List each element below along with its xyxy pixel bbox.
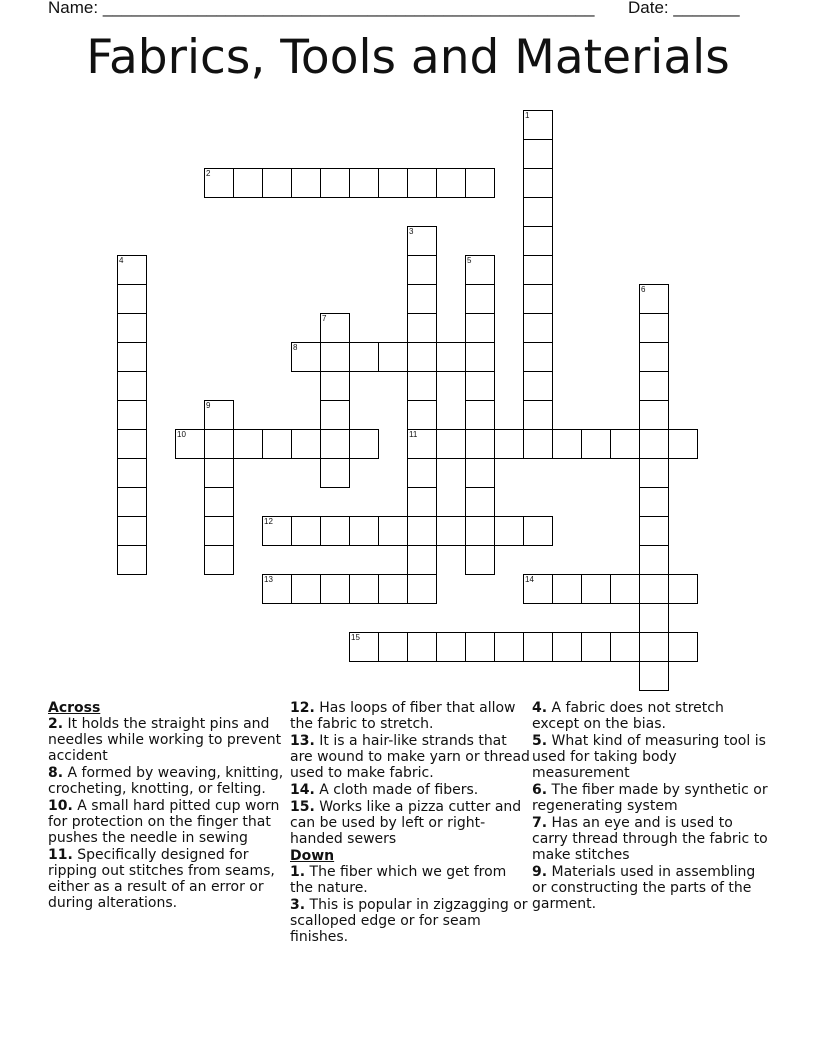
clue-number: 10 <box>177 430 186 439</box>
across-heading: Across <box>48 700 101 716</box>
clue-down-5: 5. What kind of measuring tool is used for taking body measurement <box>532 733 766 781</box>
clues-column-3 <box>532 700 772 913</box>
grid-cell[interactable] <box>407 458 437 488</box>
grid-cell[interactable] <box>639 603 669 633</box>
grid-cell[interactable] <box>465 168 495 198</box>
grid-cell[interactable] <box>117 342 147 372</box>
grid-cell[interactable] <box>523 197 553 227</box>
grid-cell[interactable] <box>639 487 669 517</box>
grid-cell[interactable] <box>291 429 321 459</box>
grid-cell[interactable] <box>639 574 669 604</box>
clue-number: 9 <box>206 401 211 410</box>
grid-cell[interactable] <box>262 429 292 459</box>
grid-cell[interactable] <box>465 342 495 372</box>
grid-cell[interactable] <box>465 313 495 343</box>
clue-number: 1 <box>525 111 530 120</box>
grid-cell[interactable] <box>436 632 466 662</box>
clues-column-2 <box>290 700 530 946</box>
grid-cell[interactable] <box>117 545 147 575</box>
grid-cell[interactable] <box>349 516 379 546</box>
grid-cell[interactable] <box>407 342 437 372</box>
grid-cell[interactable] <box>523 516 553 546</box>
clue-across-12: 12. Has loops of fiber that allow the fabric to stretch. <box>290 700 516 732</box>
clue-across-14: 14. A cloth made of fibers. <box>290 782 479 798</box>
grid-cell[interactable] <box>117 371 147 401</box>
grid-cell[interactable] <box>349 574 379 604</box>
clue-down-3: 3. This is popular in zigzagging or scalloped edge or for seam finishes. <box>290 897 528 945</box>
clue-down-1: 1. The fiber which we get from the nature. <box>290 864 507 896</box>
grid-cell[interactable] <box>291 574 321 604</box>
grid-cell[interactable] <box>291 168 321 198</box>
date-line: _______ <box>673 0 740 17</box>
clue-number: 3 <box>409 227 414 236</box>
grid-cell[interactable] <box>262 168 292 198</box>
grid-cell[interactable] <box>117 313 147 343</box>
grid-cell[interactable] <box>465 487 495 517</box>
grid-cell[interactable] <box>378 574 408 604</box>
grid-cell[interactable] <box>465 429 495 459</box>
grid-cell[interactable] <box>407 516 437 546</box>
grid-cell[interactable] <box>523 284 553 314</box>
grid-cell[interactable] <box>523 632 553 662</box>
grid-cell[interactable] <box>407 255 437 285</box>
grid-cell[interactable] <box>320 574 350 604</box>
grid-cell[interactable] <box>668 574 698 604</box>
clue-number: 12 <box>264 517 273 526</box>
grid-cell[interactable] <box>639 429 669 459</box>
grid-cell[interactable] <box>610 574 640 604</box>
grid-cell[interactable] <box>407 168 437 198</box>
grid-cell[interactable] <box>523 371 553 401</box>
grid-cell[interactable] <box>523 226 553 256</box>
grid-cell[interactable] <box>581 429 611 459</box>
grid-cell[interactable] <box>320 429 350 459</box>
grid-cell[interactable] <box>407 632 437 662</box>
date-label: Date: <box>628 0 669 17</box>
grid-cell[interactable] <box>639 400 669 430</box>
grid-cell[interactable] <box>407 545 437 575</box>
grid-cell[interactable] <box>233 429 263 459</box>
grid-cell[interactable] <box>320 400 350 430</box>
grid-cell[interactable] <box>378 516 408 546</box>
grid-cell[interactable] <box>523 400 553 430</box>
grid-cell[interactable] <box>523 429 553 459</box>
clue-number: 7 <box>322 314 327 323</box>
grid-cell[interactable] <box>320 342 350 372</box>
grid-cell[interactable] <box>465 371 495 401</box>
grid-cell[interactable] <box>320 516 350 546</box>
grid-cell[interactable] <box>117 458 147 488</box>
grid-cell[interactable] <box>320 168 350 198</box>
grid-cell[interactable] <box>378 632 408 662</box>
grid-cell[interactable] <box>320 371 350 401</box>
grid-cell[interactable] <box>378 168 408 198</box>
grid-cell[interactable] <box>639 516 669 546</box>
name-line: ____________________________________________________ <box>102 0 595 17</box>
clue-number: 11 <box>409 430 418 439</box>
grid-cell[interactable] <box>523 139 553 169</box>
clue-down-4: 4. A fabric does not stretch except on the bias. <box>532 700 724 732</box>
grid-cell[interactable] <box>639 371 669 401</box>
grid-cell[interactable] <box>610 632 640 662</box>
grid-cell[interactable] <box>436 168 466 198</box>
clue-across-10: 10. A small hard pitted cup worn for protection on the finger that pushes the needle in sewing <box>48 798 280 846</box>
clue-down-9: 9. Materials used in assembling or constructing the parts of the garment. <box>532 864 756 912</box>
grid-cell[interactable] <box>639 458 669 488</box>
grid-cell[interactable] <box>465 400 495 430</box>
grid-cell[interactable] <box>552 574 582 604</box>
clue-number: 5 <box>467 256 472 265</box>
grid-cell[interactable] <box>117 400 147 430</box>
clue-number: 15 <box>351 633 360 642</box>
grid-cell[interactable] <box>349 429 379 459</box>
grid-cell[interactable] <box>407 400 437 430</box>
grid-cell[interactable] <box>639 545 669 575</box>
clue-number: 8 <box>293 343 298 352</box>
grid-cell[interactable] <box>117 516 147 546</box>
clue-number: 4 <box>119 256 124 265</box>
clue-down-7: 7. Has an eye and is used to carry thread through the fabric to make stitches <box>532 815 768 863</box>
page-title: Fabrics, Tools and Materials <box>86 30 730 85</box>
grid-cell[interactable] <box>291 516 321 546</box>
grid-cell[interactable] <box>117 487 147 517</box>
grid-cell[interactable] <box>204 516 234 546</box>
grid-cell[interactable] <box>117 284 147 314</box>
grid-cell[interactable] <box>668 429 698 459</box>
clue-across-8: 8. A formed by weaving, knitting, crocheting, knotting, or felting. <box>48 765 284 797</box>
clue-number: 2 <box>206 169 211 178</box>
grid-cell[interactable] <box>639 342 669 372</box>
grid-cell[interactable] <box>407 487 437 517</box>
grid-cell[interactable] <box>349 168 379 198</box>
grid-cell[interactable] <box>610 429 640 459</box>
grid-cell[interactable] <box>581 574 611 604</box>
grid-cell[interactable] <box>552 429 582 459</box>
grid-cell[interactable] <box>523 168 553 198</box>
grid-cell[interactable] <box>320 458 350 488</box>
grid-cell[interactable] <box>639 632 669 662</box>
clue-across-13: 13. It is a hair-like strands that are wound to make yarn or thread used to make fabric. <box>290 733 530 781</box>
grid-cell[interactable] <box>204 487 234 517</box>
clue-number: 6 <box>641 285 646 294</box>
grid-cell[interactable] <box>407 284 437 314</box>
grid-cell[interactable] <box>639 313 669 343</box>
grid-cell[interactable] <box>349 342 379 372</box>
grid-cell[interactable] <box>204 429 234 459</box>
grid-cell[interactable] <box>465 284 495 314</box>
name-label: Name: <box>48 0 99 17</box>
grid-cell[interactable] <box>465 545 495 575</box>
grid-cell[interactable] <box>494 632 524 662</box>
grid-cell[interactable] <box>436 516 466 546</box>
grid-cell[interactable] <box>668 632 698 662</box>
grid-cell[interactable] <box>465 632 495 662</box>
grid-cell[interactable] <box>407 313 437 343</box>
grid-cell[interactable] <box>465 516 495 546</box>
grid-cell[interactable] <box>436 429 466 459</box>
clue-across-11: 11. Specifically designed for ripping out stitches from seams, either as a result of an error or during alterations. <box>48 847 275 911</box>
grid-cell[interactable] <box>436 342 466 372</box>
grid-cell[interactable] <box>639 661 669 691</box>
clue-across-2: 2. It holds the straight pins and needles while working to prevent accident <box>48 716 282 764</box>
grid-cell[interactable] <box>523 313 553 343</box>
grid-cell[interactable] <box>117 429 147 459</box>
grid-cell[interactable] <box>204 458 234 488</box>
grid-cell[interactable] <box>378 342 408 372</box>
grid-cell[interactable] <box>552 632 582 662</box>
grid-cell[interactable] <box>523 342 553 372</box>
grid-cell[interactable] <box>523 255 553 285</box>
grid-cell[interactable] <box>581 632 611 662</box>
grid-cell[interactable] <box>233 168 263 198</box>
down-heading: Down <box>290 848 335 864</box>
clue-down-6: 6. The fiber made by synthetic or regenerating system <box>532 782 768 814</box>
grid-cell[interactable] <box>407 371 437 401</box>
clue-number: 13 <box>264 575 273 584</box>
clue-number: 14 <box>525 575 534 584</box>
clue-across-15: 15. Works like a pizza cutter and can be used by left or right-handed sewers <box>290 799 522 847</box>
clues-column-1 <box>48 700 288 912</box>
grid-cell[interactable] <box>465 458 495 488</box>
grid-cell[interactable] <box>407 574 437 604</box>
grid-cell[interactable] <box>204 545 234 575</box>
grid-cell[interactable] <box>494 429 524 459</box>
grid-cell[interactable] <box>494 516 524 546</box>
